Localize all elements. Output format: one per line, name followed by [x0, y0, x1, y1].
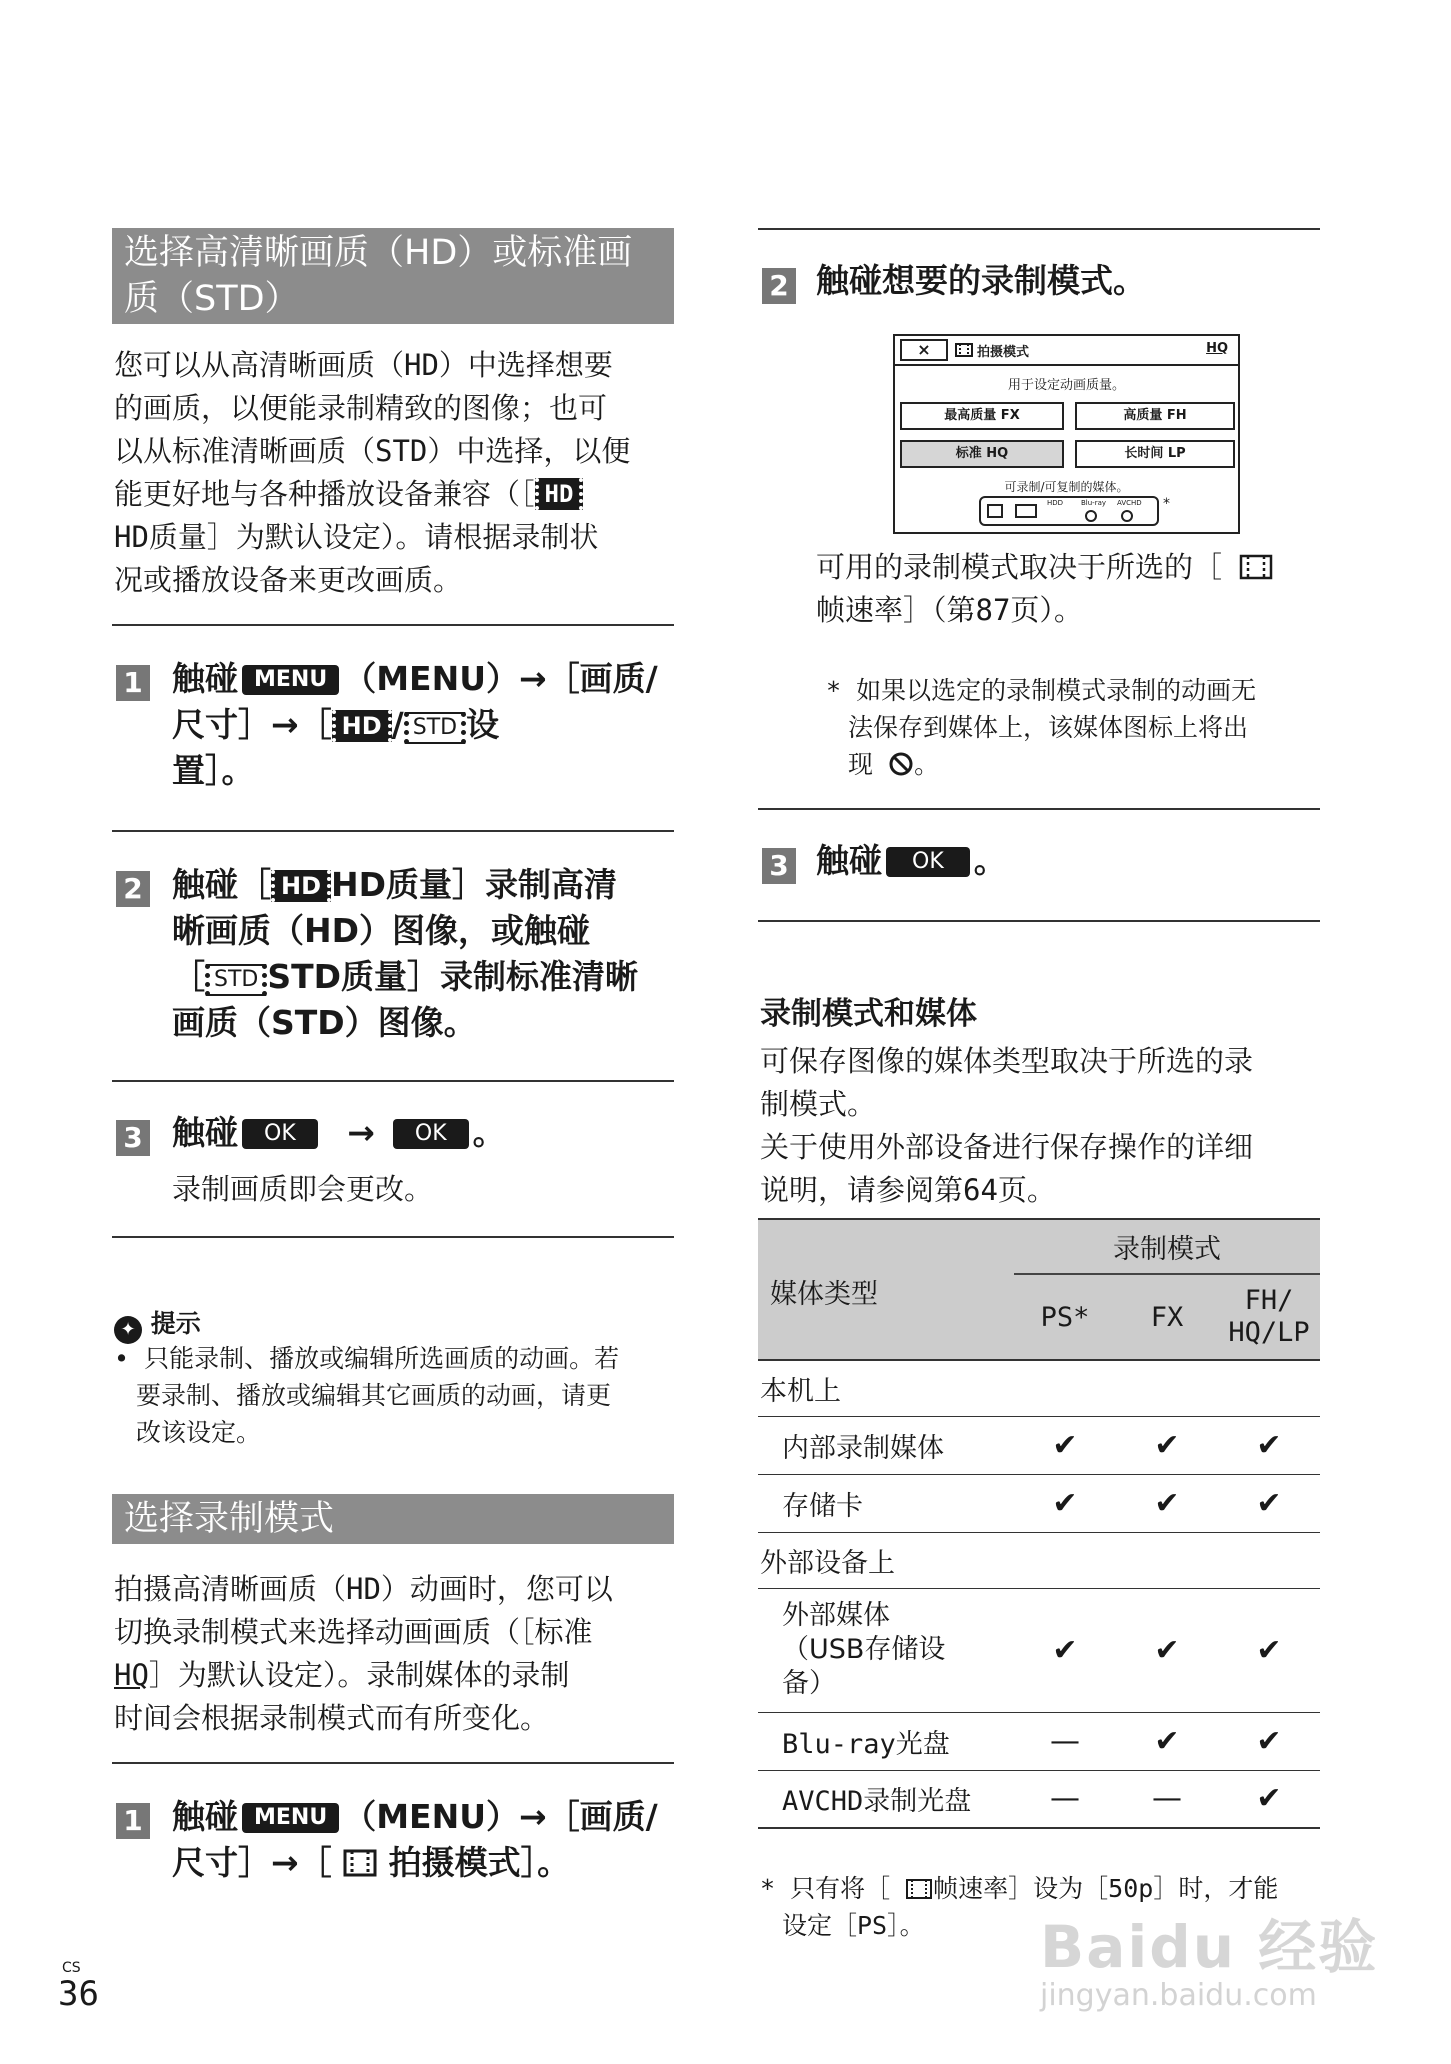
row-label: AVCHD录制光盘: [782, 1786, 972, 1818]
avchd-icon: AVCHD: [1117, 499, 1142, 507]
section-heading-rec-mode: 选择录制模式: [112, 1494, 674, 1544]
divider: [112, 1080, 674, 1082]
step-number: 2: [116, 871, 150, 907]
hdd-icon: HDD: [1047, 499, 1064, 507]
table-row: [758, 1416, 1320, 1474]
table-row: [758, 1770, 1320, 1828]
rec-mode-header: 录制模式: [1014, 1219, 1320, 1274]
col-header-ps: PS*: [1040, 1301, 1090, 1333]
cell-value: —: [1152, 1781, 1182, 1817]
ok-button-icon: OK: [242, 1119, 318, 1149]
step-3-rec-mode-instruction: 触碰 OK 。: [816, 841, 1007, 880]
group-label-external: 外部设备上: [760, 1547, 895, 1579]
step-3-description: 录制画质即会更改。: [172, 1172, 434, 1206]
cell-value: —: [1050, 1781, 1080, 1817]
asterisk-mark: *: [1163, 496, 1170, 512]
page-number: 36: [58, 1974, 99, 2014]
lcd-title: 拍摄模式: [977, 345, 1030, 360]
close-button[interactable]: ×: [900, 339, 948, 361]
lcd-divider: [895, 364, 1238, 366]
tip-heading: ✦ 提示: [114, 1304, 201, 1344]
divider: [758, 808, 1320, 810]
cell-value: ✔: [1154, 1485, 1180, 1521]
media-paragraph: 可保存图像的媒体类型取决于所选的录 制模式。 关于使用外部设备进行保存操作的详细 说明，请参阅第64页。: [760, 1044, 1254, 1207]
step-1-rec-mode-instruction: 触碰 MENU （MENU）→［画质/ 尺寸］→［ 拍摄模式］。: [172, 1797, 658, 1882]
cell-value: ✔: [1052, 1485, 1078, 1521]
row-label: 外部媒体 （USB存储设 备）: [782, 1600, 946, 1699]
cell-value: —: [1050, 1723, 1080, 1759]
row-label: 存储卡: [782, 1490, 863, 1522]
lcd-media-label: 可录制/可复制的媒体。: [1004, 480, 1129, 494]
lcd-recording-mode-panel: [893, 334, 1240, 534]
divider: [112, 1236, 674, 1238]
row-label: 内部录制媒体: [782, 1432, 944, 1464]
lcd-subtitle: 用于设定动画质量。: [1007, 378, 1125, 393]
memory-card-icon: [1015, 504, 1037, 518]
media-compat-table: [758, 1218, 1320, 1829]
lcd-current-mode: HQ: [1206, 341, 1228, 356]
bluray-icon: Blu-ray: [1081, 499, 1107, 507]
table-footnote: * 只有将［ 帧速率］设为［50p］时，才能 设定［PS］。: [760, 1874, 1279, 1940]
mode-button-hq[interactable]: 标准 HQ: [900, 440, 1064, 468]
cell-value: ✔: [1256, 1723, 1282, 1759]
divider: [112, 830, 674, 832]
quality-paragraph: 您可以从高清晰画质（HD）中选择想要 的画质，以便能录制精致的图像；也可 以从标准清晰画质（STD）中选择，以便 能更好地与各种播放设备兼容（［ HD HD质量］为默认设定）。请根据录制状 况或播放设备来更改画质。: [114, 348, 631, 597]
std-quality-icon: STD: [205, 964, 267, 996]
step-3-instruction: 触碰 OK → OK 。: [172, 1113, 506, 1152]
col-header-fx: FX: [1150, 1301, 1184, 1333]
cell-value: ✔: [1256, 1427, 1282, 1463]
menu-button-icon: MENU: [242, 1803, 339, 1833]
media-sub-heading: 录制模式和媒体: [760, 996, 977, 1032]
prohibited-icon: [888, 751, 914, 777]
mode-button-lp[interactable]: 长时间 LP: [1075, 440, 1235, 468]
watermark-logo: Baidu 经验: [1040, 1913, 1379, 1981]
tip-text: • 只能录制、播放或编辑所选画质的动画。若 要录制、播放或编辑其它画质的动画，请更 改该设定。: [114, 1344, 620, 1447]
asterisk-note: * 如果以选定的录制模式录制的动画无 法保存到媒体上，该媒体图标上将出 现 。: [826, 676, 1257, 779]
cell-value: ✔: [1256, 1781, 1282, 1817]
step-number: 1: [116, 1803, 150, 1839]
film-icon: [905, 1877, 933, 1901]
step-number: 1: [116, 665, 150, 701]
step-number: 3: [762, 848, 796, 884]
step-number: 2: [762, 268, 796, 304]
step-number: 3: [116, 1120, 150, 1156]
row-label: Blu-ray光盘: [782, 1728, 950, 1760]
disc-icon: [1085, 510, 1097, 522]
table-row: [758, 1712, 1320, 1770]
lightbulb-icon: ✦: [114, 1316, 142, 1344]
divider: [112, 1762, 674, 1764]
media-type-header: 媒体类型: [770, 1279, 878, 1310]
cell-value: ✔: [1154, 1632, 1180, 1668]
divider: [758, 228, 1320, 230]
ok-button-icon: OK: [886, 847, 970, 877]
film-icon: [343, 1848, 377, 1878]
mode-button-fx[interactable]: 最高质量 FX: [900, 402, 1064, 430]
divider: [112, 624, 674, 626]
watermark-url: jingyan.baidu.com: [1040, 1978, 1317, 2013]
cell-value: ✔: [1256, 1632, 1282, 1668]
cell-value: ✔: [1052, 1632, 1078, 1668]
col-header-fh-hq-lp: FH/ HQ/LP: [1228, 1285, 1310, 1348]
cell-value: ✔: [1154, 1723, 1180, 1759]
hd-quality-icon: HD: [332, 710, 392, 742]
std-quality-icon: STD: [404, 712, 466, 744]
film-icon: [1239, 553, 1273, 581]
cell-value: ✔: [1154, 1427, 1180, 1463]
cell-value: ✔: [1052, 1427, 1078, 1463]
film-icon: [955, 343, 973, 357]
table-row: [758, 1588, 1320, 1712]
cell-value: ✔: [1256, 1485, 1282, 1521]
section-heading-quality: 选择高清晰画质（HD）或标准画 质（STD）: [112, 228, 674, 324]
ok-button-icon: OK: [393, 1119, 469, 1149]
table-row: [758, 1474, 1320, 1532]
rec-mode-paragraph: 拍摄高清晰画质（HD）动画时，您可以 切换录制模式来选择动画画质（［标准 HQ］为默认设定）。录制媒体的录制 时间会根据录制模式而有所变化。: [114, 1572, 613, 1735]
disc-icon: [1121, 510, 1133, 522]
rec-mode-note: 可用的录制模式取决于所选的［ 帧速率］（第87页）。: [816, 546, 1322, 632]
step-2-rec-mode-instruction: 触碰想要的录制模式。: [816, 261, 1146, 300]
mode-button-fh[interactable]: 高质量 FH: [1075, 402, 1235, 430]
internal-memory-icon: [987, 504, 1003, 518]
step-1-instruction: 触碰 MENU （MENU）→［画质/ 尺寸］→［ HD / STD 设 置］。: [172, 659, 658, 790]
step-2-instruction: 触碰［ HD HD质量］录制高清 晰画质（HD）图像，或触碰 ［ STD STD质量］录制标准清晰 画质（STD）图像。: [172, 865, 639, 1042]
hd-quality-icon: HD: [271, 870, 331, 902]
hd-quality-icon: HD: [535, 478, 584, 510]
page-lang-code: CS: [62, 1960, 81, 1976]
divider: [758, 920, 1320, 922]
group-label-camera: 本机上: [760, 1375, 841, 1407]
menu-button-icon: MENU: [242, 665, 339, 695]
media-icons-box: [979, 496, 1159, 526]
